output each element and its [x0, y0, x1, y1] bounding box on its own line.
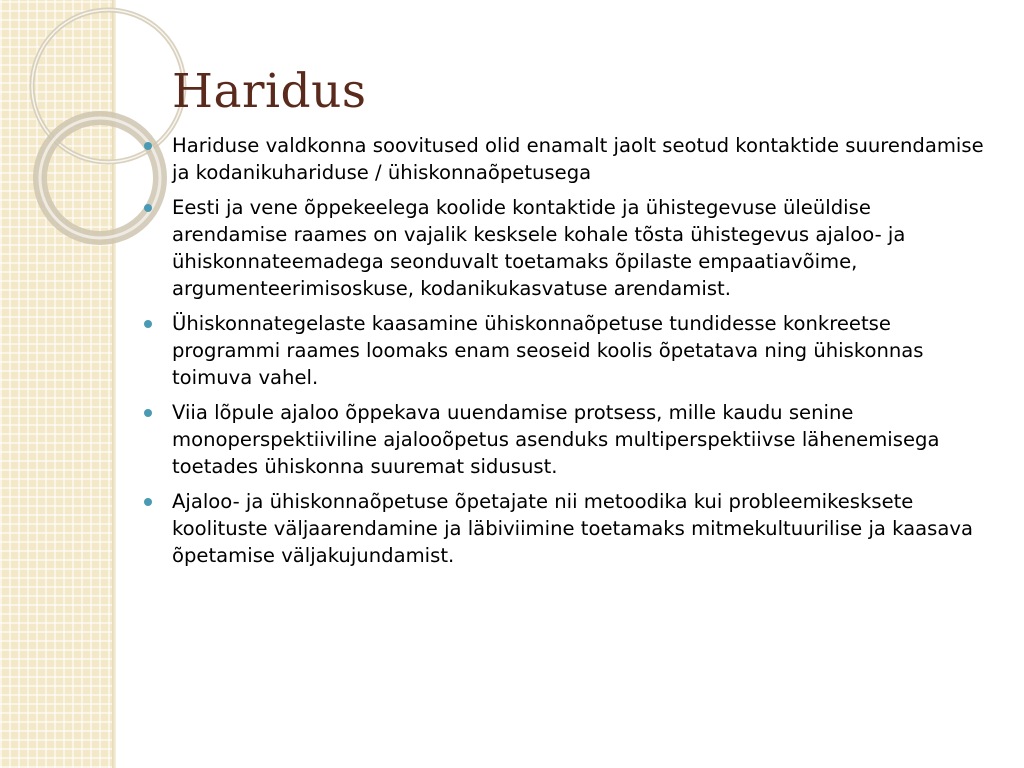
bullet-dot-icon [144, 204, 152, 212]
bullet-text: Hariduse valdkonna soovitused olid enamalt jaolt seotud kontaktide suurendamise ja kodanikuhariduse / ühiskonnaõpetusega [172, 134, 984, 184]
bullet-text: Ühiskonnategelaste kaasamine ühiskonnaõpetuse tundidesse konkreetse programmi raames loomaks enam seoseid koolis õpetatava ning ühiskonnas toimuva vahel. [172, 312, 924, 389]
bullet-item [140, 310, 990, 391]
slide-content [140, 132, 990, 577]
bullet-dot-icon [144, 498, 152, 506]
bullet-dot-icon [144, 142, 152, 150]
bullet-item [140, 399, 990, 480]
slide-title: Haridus [172, 64, 367, 119]
bullet-item [140, 132, 990, 186]
decorative-circles [0, 0, 140, 260]
bullet-list [140, 132, 990, 569]
bullet-dot-icon [144, 409, 152, 417]
bullet-dot-icon [144, 320, 152, 328]
bullet-text: Viia lõpule ajaloo õppekava uuendamise protsess, mille kaudu senine monoperspektiiviline ajalooõpetus asenduks multiperspektiivse lähenemisega toetades ühiskonna suuremat sidusust. [172, 401, 940, 478]
bullet-item [140, 488, 990, 569]
bullet-item [140, 194, 990, 302]
bullet-text: Ajaloo- ja ühiskonnaõpetuse õpetajate nii metoodika kui probleemikesksete koolituste väljaarendamine ja läbiviimine toetamaks mitmekultuurilise ja kaasava õpetamise väljakujundamist. [172, 490, 973, 567]
bullet-text: Eesti ja vene õppekeelega koolide kontaktide ja ühistegevuse üleüldise arendamise raames on vajalik kesksele kohale tõsta ühistegevus ajaloo- ja ühiskonnateemadega seonduvalt toetamaks õpilaste empaatiavõime, argumenteerimisoskuse, kodanikukasvatuse arendamist. [172, 196, 906, 300]
